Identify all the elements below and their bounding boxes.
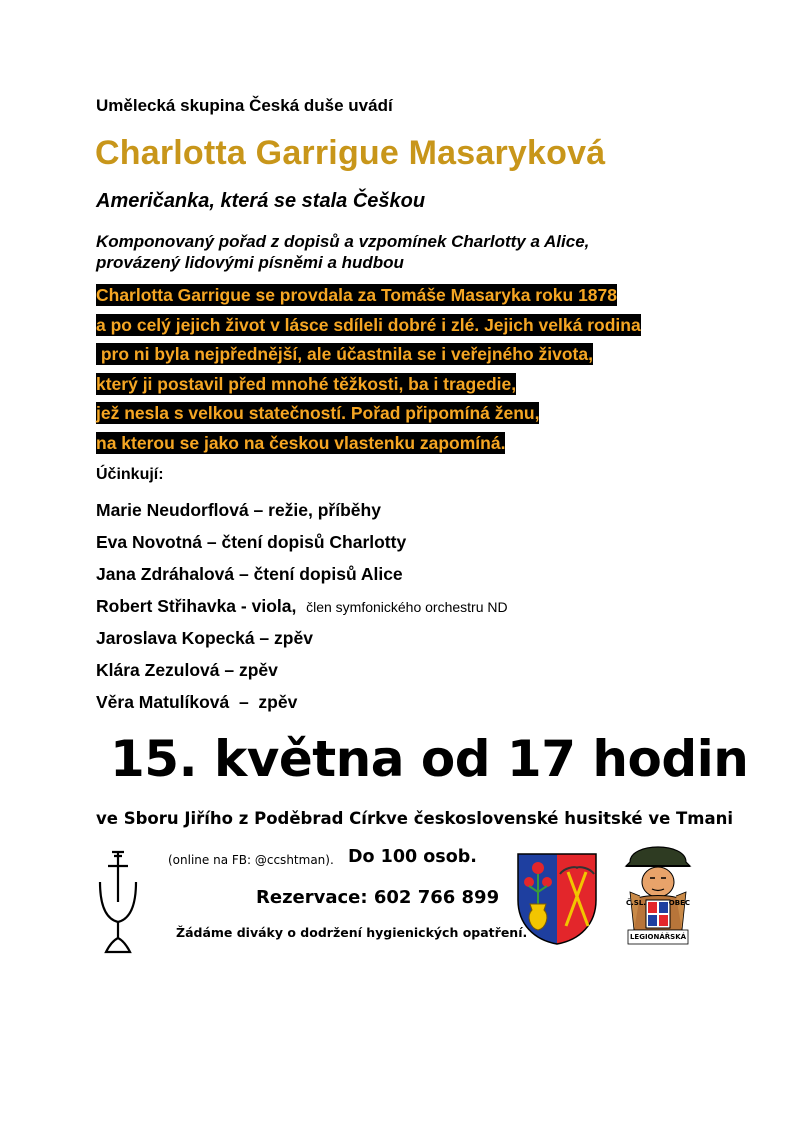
performer-item xyxy=(96,530,508,562)
highlight-line: na kterou se jako na českou vlastenku zapomíná. xyxy=(96,432,506,453)
performer-item xyxy=(96,562,508,594)
highlight-paragraph xyxy=(96,284,641,462)
performer-text: Robert Střihavka - viola, xyxy=(96,596,297,616)
performer-item xyxy=(96,626,508,658)
performer-item xyxy=(96,690,508,722)
presenter-line: Umělecká skupina Česká duše uvádí xyxy=(96,96,393,115)
municipal-coat-of-arms-icon xyxy=(516,852,598,946)
highlight-line: který ji postavil před mnohé těžkosti, ba i tragedie, xyxy=(96,373,517,394)
performer-item xyxy=(96,498,508,530)
legion-logo-text xyxy=(622,899,694,941)
performer-item xyxy=(96,658,508,690)
venue: ve Sboru Jiřího z Poděbrad Církve československé husitské ve Tmani xyxy=(96,809,734,828)
performer-text: Klára Zezulová – zpěv xyxy=(96,660,278,680)
performers-label: Účinkují: xyxy=(96,466,164,483)
capacity: Do 100 osob. xyxy=(348,847,477,867)
hygiene-notice: Žádáme diváky o dodržení hygienických opatření. xyxy=(176,925,528,940)
highlight-line: jež nesla s velkou statečností. Pořad připomíná ženu, xyxy=(96,403,540,424)
description-line: Komponovaný pořad z dopisů a vzpomínek Charlotty a Alice, xyxy=(96,232,590,251)
legion-text-legionarska: LEGIONÁŘSKÁ xyxy=(629,933,687,941)
legion-text-obec: OBEC xyxy=(668,899,690,907)
highlight-line: a po celý jejich život v lásce sdíleli dobré i zlé. Jejich velká rodina xyxy=(96,314,641,335)
performer-text: Jana Zdráhalová – čtení dopisů Alice xyxy=(96,564,403,584)
event-date: 15. května od 17 hodin xyxy=(110,730,749,788)
performer-item xyxy=(96,594,508,626)
page-title: Charlotta Garrigue Masaryková xyxy=(95,134,606,172)
legion-text-csl: Č.SL. xyxy=(626,899,646,907)
description-line: provázený lidovými písněmi a hudbou xyxy=(96,253,404,272)
program-description xyxy=(96,231,589,273)
performers-list xyxy=(96,498,508,722)
performer-text: Marie Neudorflová – režie, příběhy xyxy=(96,500,381,520)
performer-text: Věra Matulíková – zpěv xyxy=(96,692,298,712)
performer-text: Jaroslava Kopecká – zpěv xyxy=(96,628,313,648)
performer-note: člen symfonického orchestru ND xyxy=(306,599,508,615)
reservation: Rezervace: 602 766 899 xyxy=(256,887,500,908)
highlight-line: Charlotta Garrigue se provdala za Tomáše Masaryka roku 1878 xyxy=(96,285,618,305)
online-note: (online na FB: @ccshtman). xyxy=(168,853,334,867)
highlight-line: pro ni byla nejpřednější, ale účastnila se i veřejného života, xyxy=(96,344,593,365)
subtitle: Američanka, která se stala Češkou xyxy=(96,190,426,212)
chalice-cross-icon xyxy=(96,848,140,956)
performer-text: Eva Novotná – čtení dopisů Charlotty xyxy=(96,532,407,552)
